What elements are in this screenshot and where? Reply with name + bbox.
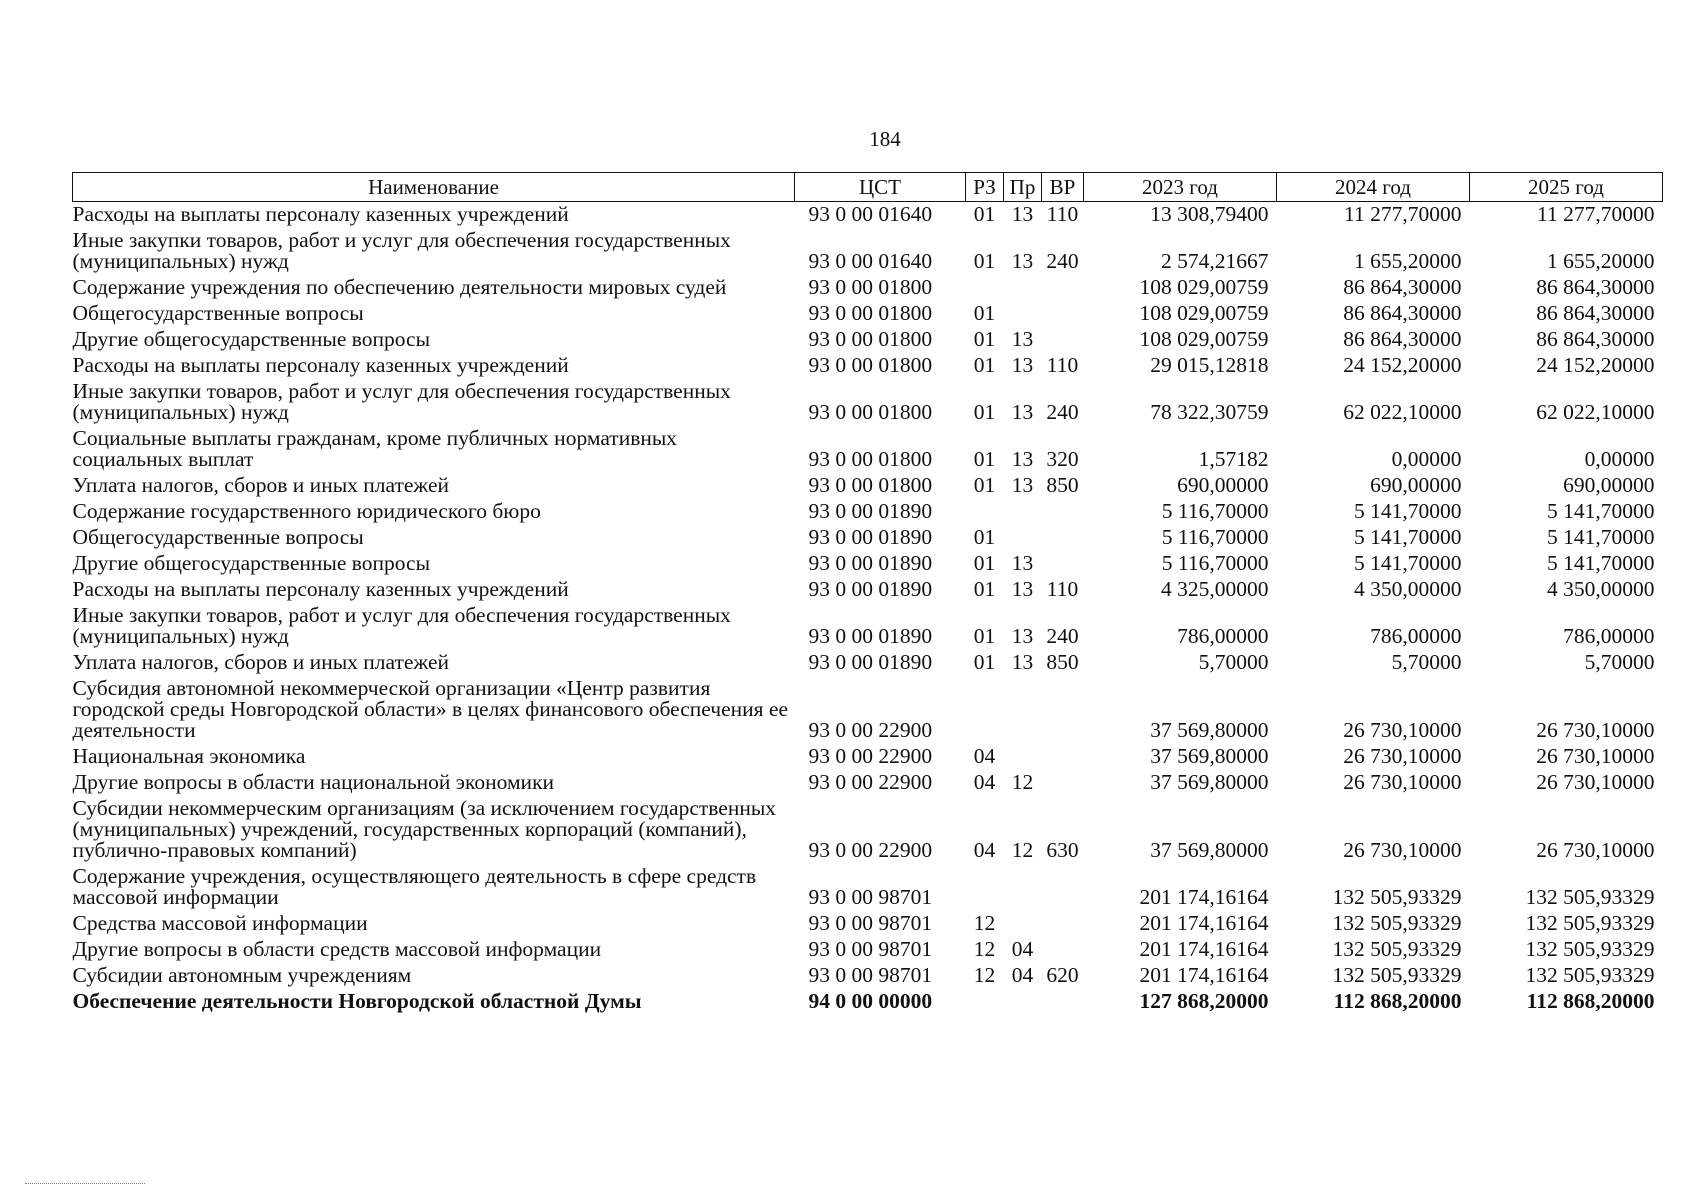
row-cst: 93 0 00 98701 bbox=[808, 885, 933, 909]
row-name: Другие вопросы в области средств массовой информации bbox=[72, 937, 602, 961]
row-name: Уплата налогов, сборов и иных платежей bbox=[72, 650, 450, 674]
row-vr bbox=[1042, 301, 1084, 327]
row-value-2024: 26 730,10000 bbox=[1343, 838, 1462, 862]
row-vr bbox=[1042, 551, 1084, 577]
row-value-2025: 86 864,30000 bbox=[1536, 275, 1655, 299]
row-rz: 01 bbox=[973, 202, 996, 226]
row-name: Иные закупки товаров, работ и услуг для обеспечения государственных (муниципальных) нужд bbox=[72, 603, 731, 648]
row-value-2024: 26 730,10000 bbox=[1343, 718, 1462, 742]
table-row bbox=[73, 202, 1663, 229]
row-vr: 110 bbox=[1046, 353, 1079, 377]
row-value-2024: 132 505,93329 bbox=[1332, 937, 1462, 961]
row-value-2023: 13 308,79400 bbox=[1150, 202, 1269, 226]
row-cst: 93 0 00 01890 bbox=[808, 525, 933, 549]
row-value-2025: 132 505,93329 bbox=[1525, 937, 1655, 961]
row-value-2025: 690,00000 bbox=[1563, 473, 1655, 497]
row-name: Другие общегосударственные вопросы bbox=[72, 551, 431, 575]
row-cst: 93 0 00 01890 bbox=[808, 551, 933, 575]
row-vr: 630 bbox=[1046, 838, 1079, 862]
row-pr: 13 bbox=[1011, 650, 1034, 674]
row-rz: 04 bbox=[973, 744, 996, 768]
row-pr: 12 bbox=[1011, 770, 1034, 794]
row-rz: 04 bbox=[973, 770, 996, 794]
row-value-2024: 86 864,30000 bbox=[1343, 301, 1462, 325]
budget-table-container bbox=[72, 172, 1662, 1015]
row-value-2023: 29 015,12818 bbox=[1150, 353, 1269, 377]
row-value-2025: 1 655,20000 bbox=[1547, 249, 1655, 273]
row-pr bbox=[1004, 301, 1042, 327]
header-vr: ВР bbox=[1042, 173, 1084, 202]
table-row bbox=[73, 911, 1663, 937]
row-cst: 93 0 00 98701 bbox=[808, 937, 933, 961]
header-2023: 2023 год bbox=[1084, 173, 1277, 202]
row-value-2023: 201 174,16164 bbox=[1139, 937, 1269, 961]
row-value-2024: 690,00000 bbox=[1370, 473, 1462, 497]
row-value-2025: 26 730,10000 bbox=[1536, 770, 1655, 794]
header-2024: 2024 год bbox=[1277, 173, 1470, 202]
row-pr: 04 bbox=[1011, 963, 1034, 987]
row-value-2024: 26 730,10000 bbox=[1343, 770, 1462, 794]
row-name: Уплата налогов, сборов и иных платежей bbox=[72, 473, 450, 497]
row-cst: 93 0 00 22900 bbox=[808, 718, 933, 742]
row-value-2025: 132 505,93329 bbox=[1525, 885, 1655, 909]
row-value-2023: 127 868,20000 bbox=[1139, 989, 1269, 1013]
row-value-2025: 26 730,10000 bbox=[1536, 718, 1655, 742]
row-vr bbox=[1042, 327, 1084, 353]
row-pr: 13 bbox=[1011, 249, 1034, 273]
table-body bbox=[73, 202, 1663, 1016]
table-row bbox=[73, 301, 1663, 327]
row-cst: 94 0 00 00000 bbox=[808, 989, 933, 1013]
row-rz bbox=[966, 864, 1004, 911]
row-vr: 850 bbox=[1046, 650, 1079, 674]
row-value-2024: 5 141,70000 bbox=[1354, 525, 1462, 549]
row-vr: 620 bbox=[1046, 963, 1079, 987]
row-pr bbox=[1004, 864, 1042, 911]
row-value-2023: 37 569,80000 bbox=[1150, 770, 1269, 794]
row-value-2025: 24 152,20000 bbox=[1536, 353, 1655, 377]
row-vr: 110 bbox=[1046, 202, 1079, 226]
row-vr bbox=[1042, 770, 1084, 796]
row-pr: 13 bbox=[1011, 327, 1034, 351]
header-row bbox=[73, 173, 1663, 202]
row-cst: 93 0 00 01890 bbox=[808, 499, 933, 523]
table-row bbox=[73, 473, 1663, 499]
row-value-2023: 201 174,16164 bbox=[1139, 911, 1269, 935]
row-value-2025: 132 505,93329 bbox=[1525, 963, 1655, 987]
row-value-2025: 786,00000 bbox=[1563, 624, 1655, 648]
row-value-2023: 108 029,00759 bbox=[1139, 301, 1269, 325]
row-vr: 110 bbox=[1046, 577, 1079, 601]
row-pr: 04 bbox=[1011, 937, 1034, 961]
row-name: Общегосударственные вопросы bbox=[72, 301, 364, 325]
row-pr bbox=[1004, 676, 1042, 744]
row-rz: 01 bbox=[973, 624, 996, 648]
header-rz: РЗ bbox=[966, 173, 1004, 202]
row-pr: 13 bbox=[1011, 400, 1034, 424]
row-value-2023: 108 029,00759 bbox=[1139, 275, 1269, 299]
row-value-2025: 4 350,00000 bbox=[1547, 577, 1655, 601]
row-name: Другие вопросы в области национальной экономики bbox=[72, 770, 555, 794]
row-pr bbox=[1004, 911, 1042, 937]
row-name: Содержание учреждения по обеспечению деятельности мировых судей bbox=[72, 275, 727, 299]
row-value-2024: 1 655,20000 bbox=[1354, 249, 1462, 273]
row-vr: 850 bbox=[1046, 473, 1079, 497]
row-vr bbox=[1042, 937, 1084, 963]
table-row bbox=[73, 603, 1663, 650]
row-cst: 93 0 00 01800 bbox=[808, 301, 933, 325]
row-value-2024: 132 505,93329 bbox=[1332, 885, 1462, 909]
row-value-2025: 132 505,93329 bbox=[1525, 911, 1655, 935]
row-vr bbox=[1042, 525, 1084, 551]
row-vr bbox=[1042, 499, 1084, 525]
row-pr bbox=[1004, 525, 1042, 551]
row-value-2025: 26 730,10000 bbox=[1536, 744, 1655, 768]
row-value-2024: 786,00000 bbox=[1370, 624, 1462, 648]
row-name: Иные закупки товаров, работ и услуг для обеспечения государственных (муниципальных) нужд bbox=[72, 228, 731, 273]
row-pr bbox=[1004, 744, 1042, 770]
row-name: Общегосударственные вопросы bbox=[72, 525, 364, 549]
row-cst: 93 0 00 22900 bbox=[808, 838, 933, 862]
row-value-2025: 26 730,10000 bbox=[1536, 838, 1655, 862]
row-cst: 93 0 00 98701 bbox=[808, 911, 933, 935]
header-pr: Пр bbox=[1004, 173, 1042, 202]
row-vr: 320 bbox=[1046, 447, 1079, 471]
table-row bbox=[73, 499, 1663, 525]
row-value-2024: 112 868,20000 bbox=[1333, 989, 1462, 1013]
table-row bbox=[73, 525, 1663, 551]
row-value-2023: 786,00000 bbox=[1177, 624, 1269, 648]
row-rz: 12 bbox=[973, 937, 996, 961]
row-name: Расходы на выплаты персоналу казенных учреждений bbox=[72, 202, 569, 226]
row-pr bbox=[1004, 275, 1042, 301]
row-rz: 01 bbox=[973, 473, 996, 497]
table-row bbox=[73, 650, 1663, 676]
table-row bbox=[73, 275, 1663, 301]
table-row bbox=[73, 426, 1663, 473]
row-cst: 93 0 00 01800 bbox=[808, 353, 933, 377]
table-row bbox=[73, 864, 1663, 911]
row-value-2023: 37 569,80000 bbox=[1150, 838, 1269, 862]
row-vr bbox=[1042, 911, 1084, 937]
table-row bbox=[73, 551, 1663, 577]
row-cst: 93 0 00 01800 bbox=[808, 447, 933, 471]
row-value-2025: 5 141,70000 bbox=[1547, 551, 1655, 575]
row-cst: 93 0 00 01800 bbox=[808, 473, 933, 497]
row-name: Национальная экономика bbox=[72, 744, 306, 768]
row-rz bbox=[966, 275, 1004, 301]
row-value-2023: 5 116,70000 bbox=[1161, 525, 1269, 549]
row-value-2024: 86 864,30000 bbox=[1343, 275, 1462, 299]
row-value-2024: 86 864,30000 bbox=[1343, 327, 1462, 351]
table-row bbox=[73, 744, 1663, 770]
budget-table bbox=[72, 172, 1663, 1015]
table-row bbox=[73, 937, 1663, 963]
row-value-2025: 5 141,70000 bbox=[1547, 499, 1655, 523]
row-rz: 01 bbox=[973, 301, 996, 325]
row-value-2023: 5 116,70000 bbox=[1161, 499, 1269, 523]
row-value-2023: 5 116,70000 bbox=[1161, 551, 1269, 575]
row-value-2023: 4 325,00000 bbox=[1161, 577, 1269, 601]
footer-divider bbox=[25, 1183, 145, 1184]
row-cst: 93 0 00 01890 bbox=[808, 650, 933, 674]
row-value-2024: 26 730,10000 bbox=[1343, 744, 1462, 768]
row-value-2024: 5 141,70000 bbox=[1354, 551, 1462, 575]
row-pr: 12 bbox=[1011, 838, 1034, 862]
row-value-2024: 62 022,10000 bbox=[1343, 400, 1462, 424]
table-row bbox=[73, 353, 1663, 379]
row-rz: 01 bbox=[973, 551, 996, 575]
row-value-2023: 690,00000 bbox=[1177, 473, 1269, 497]
row-vr bbox=[1042, 744, 1084, 770]
header-2025: 2025 год bbox=[1470, 173, 1663, 202]
row-value-2024: 11 277,70000 bbox=[1344, 202, 1462, 226]
row-name: Расходы на выплаты персоналу казенных учреждений bbox=[72, 353, 569, 377]
row-name: Обеспечение деятельности Новгородской областной Думы bbox=[72, 989, 642, 1013]
row-rz: 12 bbox=[973, 911, 996, 935]
table-row bbox=[73, 963, 1663, 989]
table-row bbox=[73, 770, 1663, 796]
table-row bbox=[73, 989, 1663, 1015]
row-rz: 01 bbox=[973, 249, 996, 273]
row-rz: 01 bbox=[973, 577, 996, 601]
row-value-2023: 37 569,80000 bbox=[1150, 718, 1269, 742]
row-value-2025: 0,00000 bbox=[1584, 447, 1655, 471]
row-rz: 01 bbox=[973, 447, 996, 471]
row-value-2025: 5 141,70000 bbox=[1547, 525, 1655, 549]
row-vr bbox=[1042, 275, 1084, 301]
row-value-2023: 2 574,21667 bbox=[1161, 249, 1269, 273]
row-value-2025: 86 864,30000 bbox=[1536, 301, 1655, 325]
row-value-2025: 11 277,70000 bbox=[1537, 202, 1655, 226]
table-row bbox=[73, 577, 1663, 603]
row-cst: 93 0 00 01890 bbox=[808, 577, 933, 601]
row-cst: 93 0 00 22900 bbox=[808, 744, 933, 768]
row-name: Субсидии автономным учреждениям bbox=[72, 963, 412, 987]
row-value-2025: 86 864,30000 bbox=[1536, 327, 1655, 351]
row-value-2024: 132 505,93329 bbox=[1332, 911, 1462, 935]
row-pr: 13 bbox=[1011, 577, 1034, 601]
row-cst: 93 0 00 01800 bbox=[808, 400, 933, 424]
row-cst: 93 0 00 01640 bbox=[808, 249, 933, 273]
row-value-2023: 78 322,30759 bbox=[1150, 400, 1269, 424]
row-cst: 93 0 00 22900 bbox=[808, 770, 933, 794]
row-pr: 13 bbox=[1011, 473, 1034, 497]
row-vr: 240 bbox=[1046, 400, 1079, 424]
row-value-2024: 0,00000 bbox=[1391, 447, 1462, 471]
row-pr: 13 bbox=[1011, 551, 1034, 575]
row-rz: 01 bbox=[973, 650, 996, 674]
table-row bbox=[73, 796, 1663, 864]
table-row bbox=[73, 379, 1663, 426]
row-value-2024: 5 141,70000 bbox=[1354, 499, 1462, 523]
row-value-2025: 5,70000 bbox=[1584, 650, 1655, 674]
header-cst: ЦСТ bbox=[795, 173, 966, 202]
row-rz: 01 bbox=[973, 353, 996, 377]
row-name: Социальные выплаты гражданам, кроме публичных нормативных социальных выплат bbox=[72, 426, 678, 471]
row-rz bbox=[966, 499, 1004, 525]
row-rz: 01 bbox=[973, 400, 996, 424]
row-name: Содержание учреждения, осуществляющего деятельность в сфере средств массовой информации bbox=[72, 864, 757, 909]
row-pr: 13 bbox=[1011, 447, 1034, 471]
row-rz: 04 bbox=[973, 838, 996, 862]
row-value-2023: 201 174,16164 bbox=[1139, 885, 1269, 909]
row-cst: 93 0 00 01890 bbox=[808, 624, 933, 648]
row-pr: 13 bbox=[1011, 624, 1034, 648]
row-rz bbox=[966, 676, 1004, 744]
row-value-2023: 201 174,16164 bbox=[1139, 963, 1269, 987]
row-vr: 240 bbox=[1046, 249, 1079, 273]
row-pr: 13 bbox=[1011, 202, 1034, 226]
row-vr bbox=[1042, 864, 1084, 911]
row-name: Субсидия автономной некоммерческой организации «Центр развития городской среды Новгородской области» в целях финансового обеспечения ее деятельности bbox=[72, 676, 789, 742]
row-value-2024: 4 350,00000 bbox=[1354, 577, 1462, 601]
row-value-2023: 108 029,00759 bbox=[1139, 327, 1269, 351]
row-name: Средства массовой информации bbox=[72, 911, 368, 935]
row-value-2023: 1,57182 bbox=[1198, 447, 1269, 471]
table-row bbox=[73, 228, 1663, 275]
row-vr bbox=[1042, 989, 1084, 1015]
row-value-2023: 5,70000 bbox=[1198, 650, 1269, 674]
row-cst: 93 0 00 01800 bbox=[808, 327, 933, 351]
row-rz: 01 bbox=[973, 525, 996, 549]
table-row bbox=[73, 676, 1663, 744]
row-value-2024: 24 152,20000 bbox=[1343, 353, 1462, 377]
row-cst: 93 0 00 01640 bbox=[808, 202, 933, 226]
table-header bbox=[73, 173, 1663, 202]
row-cst: 93 0 00 98701 bbox=[808, 963, 933, 987]
row-value-2024: 132 505,93329 bbox=[1332, 963, 1462, 987]
row-name: Содержание государственного юридического бюро bbox=[72, 499, 541, 523]
table-row bbox=[73, 327, 1663, 353]
row-cst: 93 0 00 01800 bbox=[808, 275, 933, 299]
row-rz: 01 bbox=[973, 327, 996, 351]
row-vr bbox=[1042, 676, 1084, 744]
row-value-2025: 62 022,10000 bbox=[1536, 400, 1655, 424]
row-name: Другие общегосударственные вопросы bbox=[72, 327, 431, 351]
row-name: Иные закупки товаров, работ и услуг для обеспечения государственных (муниципальных) нужд bbox=[72, 379, 731, 424]
header-name: Наименование bbox=[73, 173, 795, 202]
row-value-2025: 112 868,20000 bbox=[1526, 989, 1655, 1013]
row-value-2024: 5,70000 bbox=[1391, 650, 1462, 674]
row-rz: 12 bbox=[973, 963, 996, 987]
row-rz bbox=[966, 989, 1004, 1015]
page-number: 184 bbox=[869, 127, 901, 151]
row-pr: 13 bbox=[1011, 353, 1034, 377]
row-pr bbox=[1004, 989, 1042, 1015]
row-pr bbox=[1004, 499, 1042, 525]
row-vr: 240 bbox=[1046, 624, 1079, 648]
row-name: Расходы на выплаты персоналу казенных учреждений bbox=[72, 577, 569, 601]
row-value-2023: 37 569,80000 bbox=[1150, 744, 1269, 768]
row-name: Субсидии некоммерческим организациям (за исключением государственных (муниципальных) учреждений, государственных корпораций (компаний), публично-правовых компаний) bbox=[72, 796, 777, 862]
